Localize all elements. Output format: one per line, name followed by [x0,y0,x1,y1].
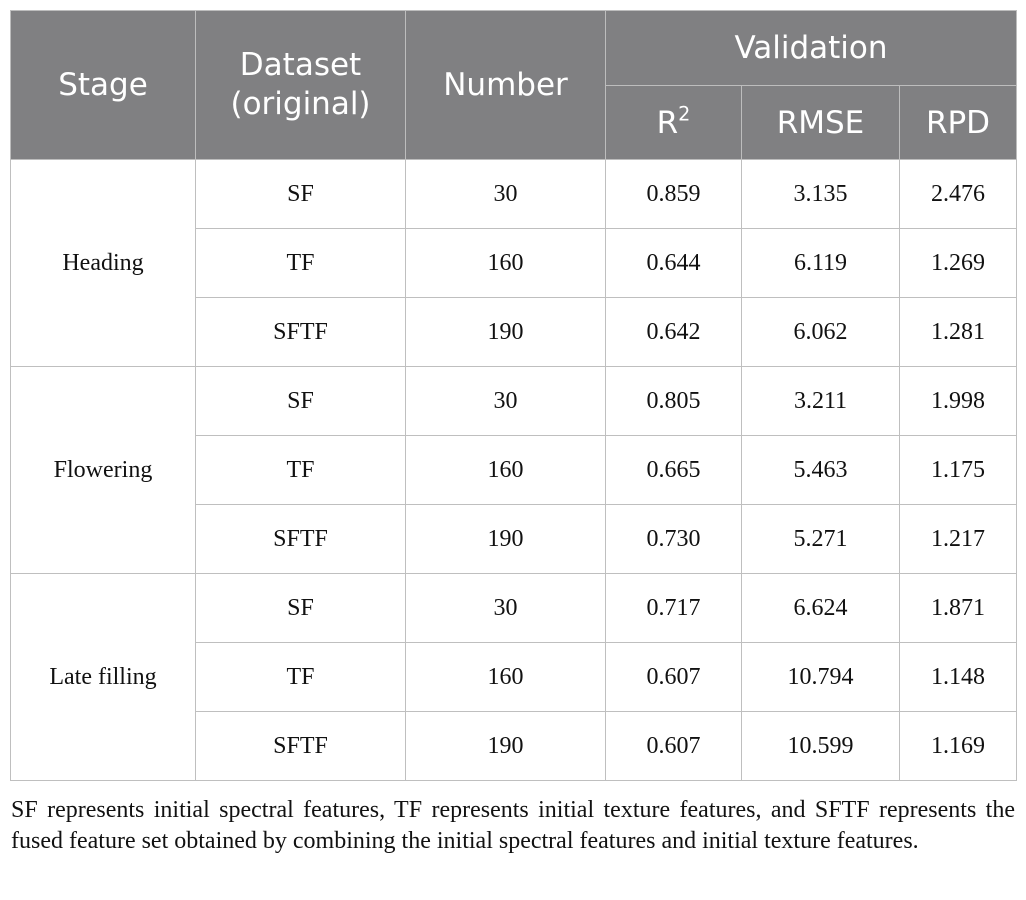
r2-cell: 0.859 [606,160,742,229]
stage-cell: Flowering [11,367,196,574]
header-rpd: RPD [900,86,1017,160]
number-cell: 30 [406,574,606,643]
header-r2 [606,86,742,160]
rpd-cell: 1.217 [900,505,1017,574]
table-footnote: SF represents initial spectral features, TF represents initial texture features, and SFTF represents the fused feature set obtained by combining the initial spectral features and initial texture features. [11,797,1015,854]
number-cell: 30 [406,367,606,436]
table-row [11,367,1017,436]
r2-cell: 0.607 [606,712,742,781]
rpd-cell: 1.269 [900,229,1017,298]
dataset-cell: TF [196,229,406,298]
header-stage: Stage [11,11,196,160]
dataset-cell: SF [196,160,406,229]
r2-cell: 0.717 [606,574,742,643]
rmse-cell: 10.794 [742,643,900,712]
rmse-cell: 6.062 [742,298,900,367]
r2-cell: 0.607 [606,643,742,712]
dataset-cell: TF [196,436,406,505]
table-container [10,10,1016,881]
table-row [11,160,1017,229]
rpd-cell: 1.871 [900,574,1017,643]
rmse-cell: 5.463 [742,436,900,505]
rmse-cell: 6.624 [742,574,900,643]
rpd-cell: 1.148 [900,643,1017,712]
rmse-cell: 3.211 [742,367,900,436]
rmse-cell: 10.599 [742,712,900,781]
dataset-cell: SFTF [196,712,406,781]
number-cell: 190 [406,505,606,574]
header-rmse: RMSE [742,86,900,160]
dataset-cell: SFTF [196,505,406,574]
r2-cell: 0.642 [606,298,742,367]
dataset-cell: SFTF [196,298,406,367]
header-r2-superscript: 2 [678,102,691,126]
results-table [10,10,1017,781]
stage-cell: Heading [11,160,196,367]
rmse-cell: 6.119 [742,229,900,298]
rpd-cell: 2.476 [900,160,1017,229]
r2-cell: 0.665 [606,436,742,505]
header-validation: Validation [606,11,1017,86]
number-cell: 160 [406,643,606,712]
r2-cell: 0.730 [606,505,742,574]
rmse-cell: 5.271 [742,505,900,574]
dataset-cell: SF [196,367,406,436]
header-number: Number [406,11,606,160]
number-cell: 190 [406,712,606,781]
r2-cell: 0.644 [606,229,742,298]
rpd-cell: 1.998 [900,367,1017,436]
number-cell: 30 [406,160,606,229]
number-cell: 160 [406,436,606,505]
rpd-cell: 1.169 [900,712,1017,781]
header-r2-base: R [656,104,679,141]
r2-cell: 0.805 [606,367,742,436]
rpd-cell: 1.281 [900,298,1017,367]
rmse-cell: 3.135 [742,160,900,229]
number-cell: 160 [406,229,606,298]
number-cell: 190 [406,298,606,367]
dataset-cell: TF [196,643,406,712]
table-row [11,574,1017,643]
rpd-cell: 1.175 [900,436,1017,505]
table-body [11,160,1017,781]
stage-cell: Late filling [11,574,196,781]
header-dataset: Dataset (original) [196,11,406,160]
dataset-cell: SF [196,574,406,643]
table-header [11,11,1017,160]
